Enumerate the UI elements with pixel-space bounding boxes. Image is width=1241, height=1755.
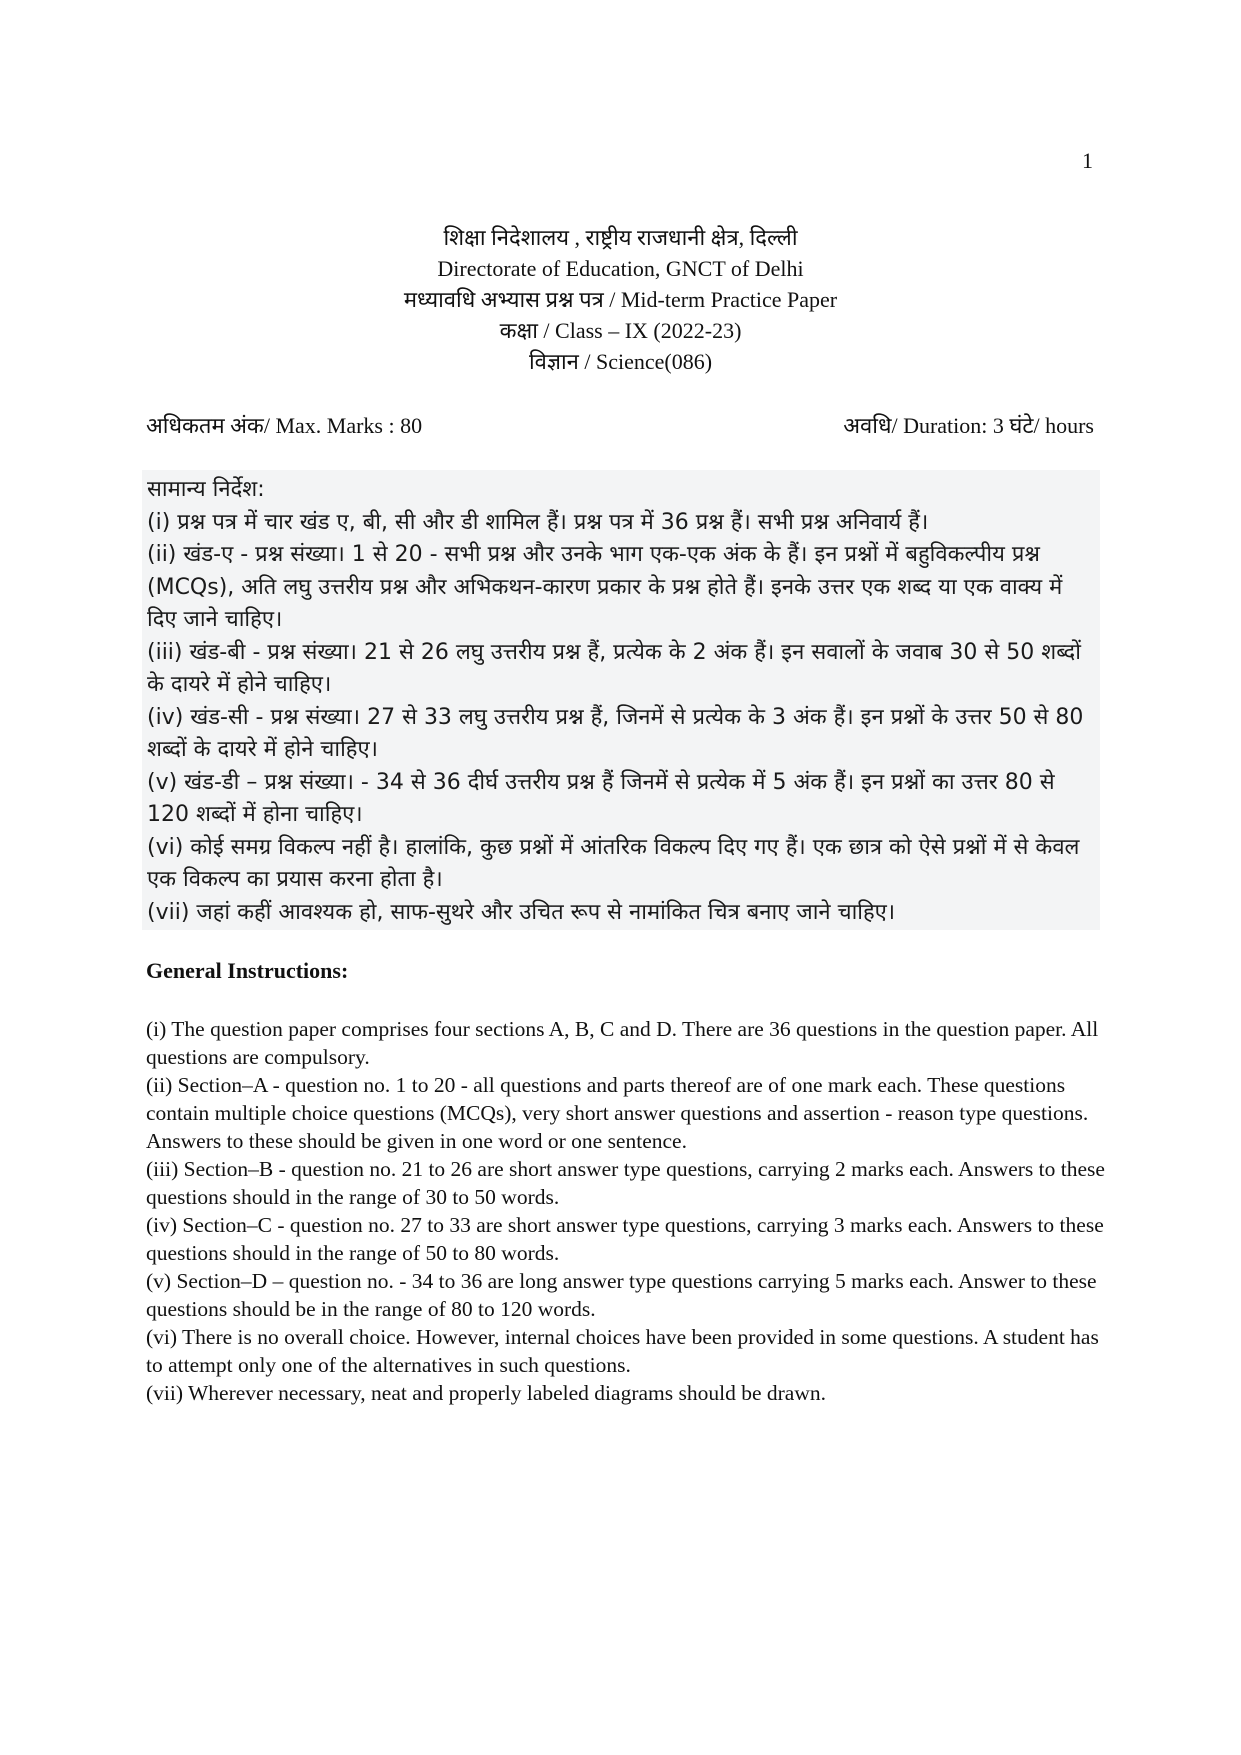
instruction-item: (ii) Section–A - question no. 1 to 20 - all questions and parts thereof are of one mark each. These questions contain multiple choice questions (MCQs), very short answer questions and assertion - reason type questions. Answers to these should be given in one word or one sentence. bbox=[146, 1073, 1089, 1153]
hindi-instruction-item: (ii) खंड-ए - प्रश्न संख्या। 1 से 20 - सभी प्रश्न और उनके भाग एक-एक अंक के हैं। इन प्रश्नों में बहुविकल्पीय प्रश्न (MCQs), अति लघु उत्तरीय प्रश्न और अभिकथन-कारण प्रकार के प्रश्न होते हैं। इनके उत्तर एक शब्द या एक वाक्य में दिए जाने चाहिए। bbox=[147, 542, 1063, 632]
hindi-instruction-item: (iv) खंड-सी - प्रश्न संख्या। 27 से 33 लघु उत्तरीय प्रश्न हैं, जिनमें से प्रत्येक के 3 अंक हैं। इन प्रश्नों के उत्तर 50 से 80 शब्दों के दायरे में होने चाहिए। bbox=[147, 704, 1084, 762]
instruction-item: (iv) Section–C - question no. 27 to 33 are short answer type questions, carrying 3 marks each. Answers to these questions should in the range of 50 to 80 words. bbox=[146, 1213, 1104, 1265]
hindi-instruction-item: (v) खंड-डी – प्रश्न संख्या। - 34 से 36 दीर्घ उत्तरीय प्रश्न हैं जिनमें से प्रत्येक में 5 अंक हैं। इन प्रश्नों का उत्तर 80 से 120 शब्दों में होना चाहिए। bbox=[147, 769, 1055, 827]
hindi-instructions bbox=[147, 474, 1097, 929]
hindi-instruction-item: (vi) कोई समग्र विकल्प नहीं है। हालांकि, कुछ प्रश्नों में आंतरिक विकल्प दिए गए हैं। एक छात्र को ऐसे प्रश्नों में से केवल एक विकल्प का प्रयास करना होता है। bbox=[147, 834, 1080, 892]
instruction-item: (i) The question paper comprises four sections A, B, C and D. There are 36 questions in the question paper. All questions are compulsory. bbox=[146, 1017, 1099, 1069]
hindi-instruction-item: (iii) खंड-बी - प्रश्न संख्या। 21 से 26 लघु उत्तरीय प्रश्न हैं, प्रत्येक के 2 अंक हैं। इन सवालों के जवाब 30 से 50 शब्दों के दायरे में होने चाहिए। bbox=[147, 639, 1081, 697]
duration: अवधि/ Duration: 3 घंटे/ hours bbox=[843, 413, 1094, 438]
instruction-item: (iii) Section–B - question no. 21 to 26 are short answer type questions, carrying 2 marks each. Answers to these questions should in the range of 30 to 50 words. bbox=[146, 1157, 1105, 1209]
paper-header bbox=[0, 222, 1241, 377]
header-line-class: कक्षा / Class – IX (2022-23) bbox=[499, 318, 742, 343]
instruction-item: (vi) There is no overall choice. However, internal choices have been provided in some questions. A student has to attempt only one of the alternatives in such questions. bbox=[146, 1325, 1099, 1377]
max-marks: अधिकतम अंक/ Max. Marks : 80 bbox=[146, 413, 423, 438]
hindi-instruction-item: (vii) जहां कहीं आवश्यक हो, साफ-सुथरे और उचित रूप से नामांकित चित्र बनाए जाने चाहिए। bbox=[147, 899, 896, 925]
header-line-directorate-hindi: शिक्षा निदेशालय , राष्ट्रीय राजधानी क्षेत्र, दिल्ली bbox=[443, 225, 798, 250]
header-line-directorate: Directorate of Education, GNCT of Delhi bbox=[437, 256, 804, 281]
page-number: 1 bbox=[1082, 148, 1093, 173]
hindi-instruction-item: (i) प्रश्न पत्र में चार खंड ए, बी, सी और डी शामिल हैं। प्रश्न पत्र में 36 प्रश्न हैं। सभी प्रश्न अनिवार्य हैं। bbox=[147, 509, 929, 535]
header-line-paper-title: मध्यावधि अभ्यास प्रश्न पत्र / Mid-term Practice Paper bbox=[403, 287, 838, 312]
header-line-subject: विज्ञान / Science(086) bbox=[528, 349, 713, 374]
marks-duration-row bbox=[146, 410, 1094, 440]
general-instructions-heading: General Instructions: bbox=[146, 958, 349, 983]
instruction-item: (v) Section–D – question no. - 34 to 36 are long answer type questions carrying 5 marks each. Answer to these questions should be in the range of 80 to 120 words. bbox=[146, 1269, 1097, 1321]
hindi-instructions-heading: सामान्य निर्देश: bbox=[147, 477, 265, 502]
instruction-item: (vii) Wherever necessary, neat and properly labeled diagrams should be drawn. bbox=[146, 1381, 826, 1405]
general-instructions-list bbox=[146, 1015, 1106, 1407]
